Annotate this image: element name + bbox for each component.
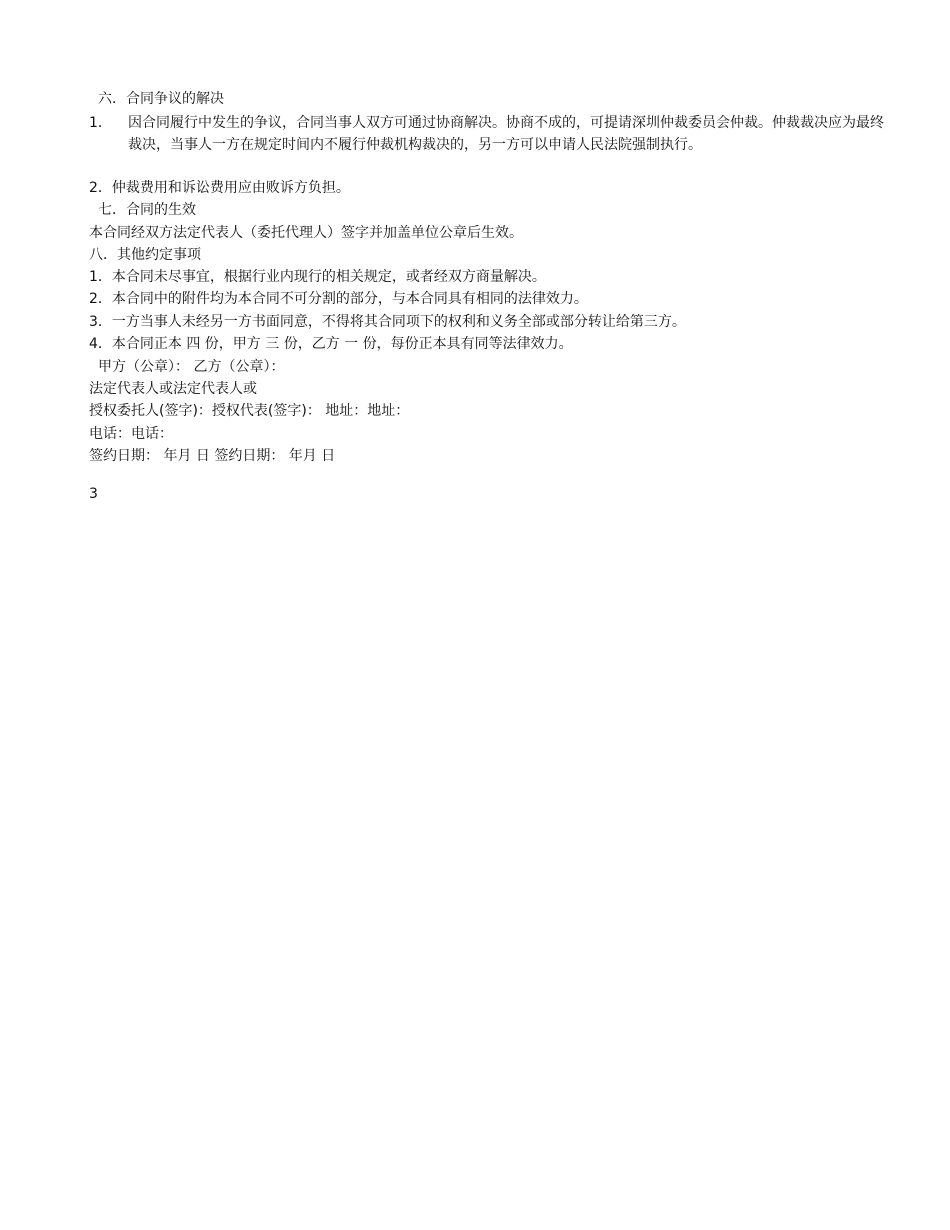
s6-item2: 2．仲裁费用和诉讼费用应由败诉方负担。 xyxy=(89,180,350,196)
s6-item1-number: 1． xyxy=(89,115,112,131)
s8-item2: 2．本合同中的附件均为本合同不可分割的部分，与本合同具有相同的法律效力。 xyxy=(89,291,588,307)
sign-date: 签约日期： 年月 日 签约日期： 年月 日 xyxy=(89,448,336,464)
section-6-title: 六．合同争议的解决 xyxy=(98,91,224,107)
page-number: 3 xyxy=(89,486,98,502)
s8-item3: 3．一方当事人未经另一方书面同意，不得将其合同项下的权利和义务全部或部分转让给第三方。 xyxy=(89,314,686,330)
sign-phone: 电话：电话： xyxy=(89,426,173,442)
sign-parties: 甲方（公章）： 乙方（公章）： xyxy=(98,359,285,375)
s8-item1: 1．本合同未尽事宜，根据行业内现行的相关规定，或者经双方商量解决。 xyxy=(89,269,546,285)
s6-item1-text: 因合同履行中发生的争议，合同当事人双方可通过协商解决。协商不成的，可提请深圳仲裁委员会仲裁。仲裁裁决应为最终裁决，当事人一方在规定时间内不履行仲裁机构裁决的，另一方可以申请人民法院强制执行。 xyxy=(128,115,884,153)
s7-text: 本合同经双方法定代表人（委托代理人）签字并加盖单位公章后生效。 xyxy=(89,225,523,241)
section-7-title: 七．合同的生效 xyxy=(98,202,196,218)
sign-authorized: 授权委托人(签字)：授权代表(签字)： 地址：地址： xyxy=(89,403,410,419)
sign-representative: 法定代表人或法定代表人或 xyxy=(89,381,257,397)
s8-item4: 4．本合同正本 四 份，甲方 三 份，乙方 一 份，每份正本具有同等法律效力。 xyxy=(89,336,573,352)
section-8-title: 八．其他约定事项 xyxy=(89,247,201,263)
